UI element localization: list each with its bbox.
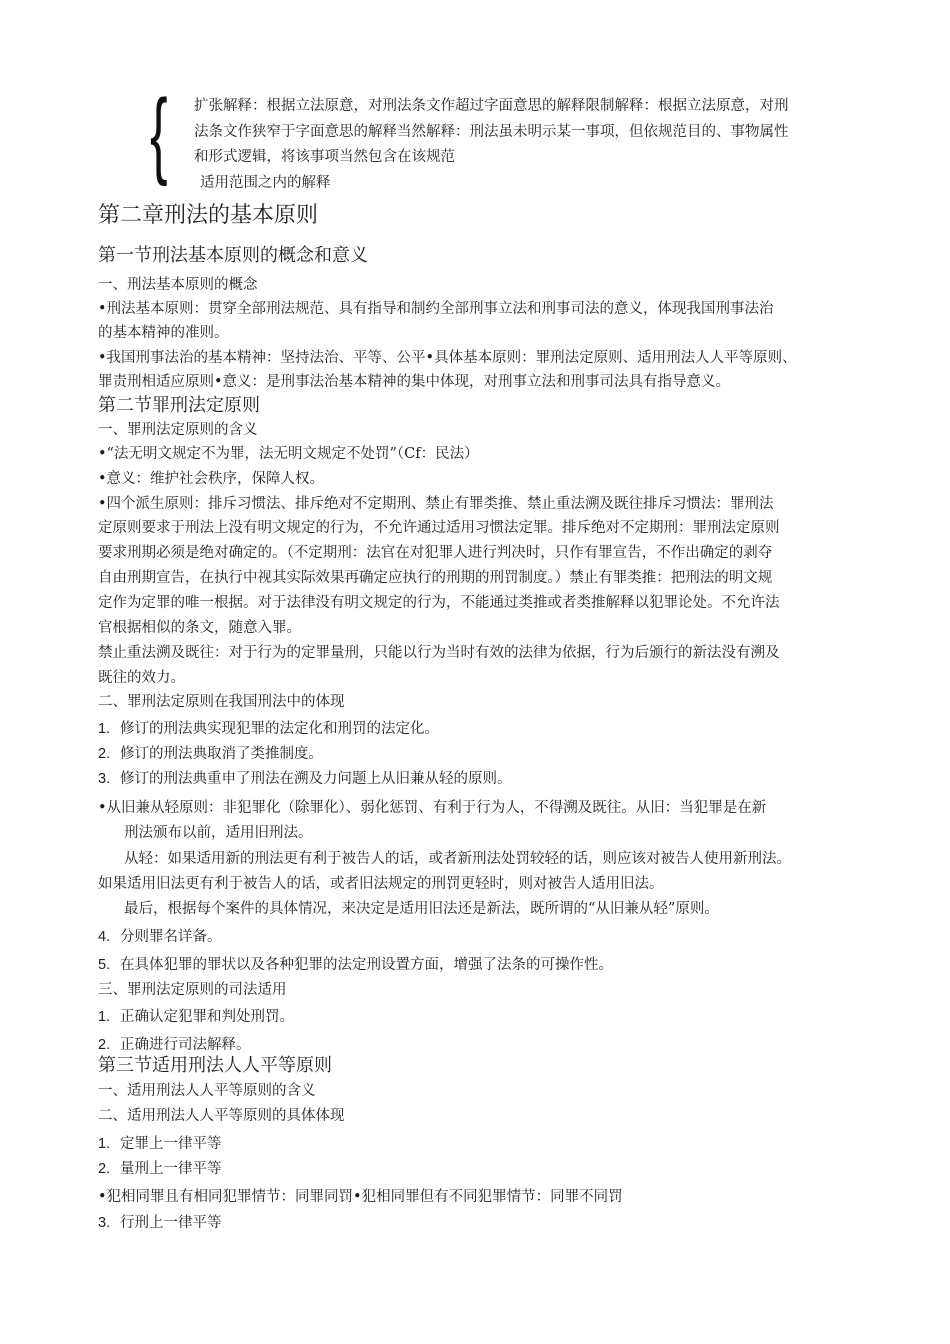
list-number: 2. (98, 1037, 111, 1053)
list-item (98, 744, 323, 764)
section3-sub1: 一、适用刑法人人平等原则的含义 (98, 1083, 316, 1099)
section1-p1-line2: 的基本精神的准则。 (98, 325, 229, 341)
list-number: 4. (98, 929, 111, 945)
curly-brace-icon: { (150, 80, 168, 187)
section2-c2-line2: 如果适用旧法更有利于被告人的话，或者旧法规定的刑罚更轻时，则对被告人适用旧法。 (98, 876, 664, 892)
list-item (98, 955, 613, 975)
interpretation-line-2: 法条文作狭窄于字面意思的解释当然解释：刑法虽未明示某一事项，但依规范目的、事物属性 (194, 124, 789, 140)
section2-bullet3-line4: 自由刑期宣告，在执行中视其实际效果再确定应执行的刑期的刑罚制度。）禁止有罪类推：把刑法的明文规 (98, 570, 773, 586)
list-number: 1. (98, 1136, 111, 1152)
section1-p1-line1: •刑法基本原则：贯穿全部刑法规范、具有指导和制约全部刑事立法和刑事司法的意义，体现我国刑事法治 (98, 301, 774, 317)
list-item (98, 719, 439, 739)
list-text: 在具体犯罪的罪状以及各种犯罪的法定刑设置方面，增强了法条的可操作性。 (120, 957, 613, 973)
list-number: 5. (98, 957, 111, 973)
list-item (98, 927, 222, 947)
section2-p4-line2: 既往的效力。 (98, 670, 185, 686)
list-number: 1. (98, 721, 111, 737)
interpretation-line-3: 和形式逻辑，将该事项当然包含在该规范 (194, 149, 455, 165)
list-number: 2. (98, 746, 111, 762)
section1-p2-line1: •我国刑事法治的基本精神：坚持法治、平等、公平•具体基本原则：罪刑法定原则、适用刑法人人平等原则、 (98, 350, 797, 366)
list-text: 正确进行司法解释。 (120, 1037, 251, 1053)
list-item (98, 1159, 222, 1179)
section2-bullet2: •意义：维护社会秩序，保障人权。 (98, 471, 325, 487)
list-item (98, 769, 512, 789)
list-item (98, 1213, 222, 1233)
list-text: 行刑上一律平等 (120, 1215, 222, 1231)
interpretation-line-1: 扩张解释：根据立法原意，对刑法条文作超过字面意思的解释限制解释：根据立法原意，对刑 (194, 98, 789, 114)
list-text: 正确认定犯罪和判处刑罚。 (120, 1009, 294, 1025)
list-text: 修订的刑法典实现犯罪的法定化和刑罚的法定化。 (120, 721, 439, 737)
section2-sub2: 二、罪刑法定原则在我国刑法中的体现 (98, 694, 345, 710)
section2-bullet3-line6: 官根据相似的条文，随意入罪。 (98, 620, 301, 636)
section2-c2-line1: 从轻：如果适用新的刑法更有利于被告人的话，或者新刑法处罚较轻的话，则应该对被告人使用新刑法。 (124, 851, 791, 867)
list-text: 定罪上一律平等 (120, 1136, 222, 1152)
section1-title: 第一节刑法基本原则的概念和意义 (98, 245, 368, 266)
list-text: 分则罪名详备。 (120, 929, 222, 945)
list-number: 1. (98, 1009, 111, 1025)
list-item (98, 1134, 222, 1154)
section2-p4-line1: 禁止重法溯及既往：对于行为的定罪量刑，只能以行为当时有效的法律为依据，行为后颁行的新法没有溯及 (98, 645, 780, 661)
chapter-title: 第二章刑法的基本原则 (98, 203, 319, 228)
list-text: 量刑上一律平等 (120, 1161, 222, 1177)
list-text: 修订的刑法典取消了类推制度。 (120, 746, 323, 762)
section2-c1-line1: •从旧兼从轻原则：非犯罪化（除罪化）、弱化惩罚、有利于行为人，不得溯及既往。从旧：当犯罪是在新 (98, 800, 767, 816)
section2-sub3: 三、罪刑法定原则的司法适用 (98, 982, 287, 998)
section1-sub1: 一、刑法基本原则的概念 (98, 277, 258, 293)
section2-bullet3-line1: •四个派生原则：排斥习惯法、排斥绝对不定期刑、禁止有罪类推、禁止重法溯及既往排斥习惯法：罪刑法 (98, 496, 774, 512)
list-number: 3. (98, 1215, 111, 1231)
section2-c1-line2: 刑法颁布以前，适用旧刑法。 (124, 825, 313, 841)
section3-title: 第三节适用刑法人人平等原则 (98, 1055, 332, 1076)
list-number: 3. (98, 771, 111, 787)
section3-bullet1: •犯相同罪且有相同犯罪情节：同罪同罚•犯相同罪但有不同犯罪情节：同罪不同罚 (98, 1189, 623, 1205)
section2-title: 第二节罪刑法定原则 (98, 395, 260, 416)
section2-c3: 最后，根据每个案件的具体情况，来决定是适用旧法还是新法，既所谓的“从旧兼从轻”原则。 (124, 901, 719, 917)
interpretation-line-4: 适用范围之内的解释 (200, 175, 331, 191)
section2-bullet3-line5: 定作为定罪的唯一根据。对于法律没有明文规定的行为，不能通过类推或者类推解释以犯罪论处。不允许法 (98, 595, 780, 611)
section2-bullet3-line3: 要求刑期必须是绝对确定的。（不定期刑：法官在对犯罪人进行判决时，只作有罪宣告，不作出确定的剥夺 (98, 545, 773, 561)
section3-sub2: 二、适用刑法人人平等原则的具体体现 (98, 1108, 345, 1124)
section1-p2-line2: 罪责刑相适应原则•意义：是刑事法治基本精神的集中体现，对刑事立法和刑事司法具有指导意义。 (98, 374, 731, 390)
list-number: 2. (98, 1161, 111, 1177)
list-item (98, 1035, 251, 1055)
section2-bullet3-line2: 定原则要求于刑法上没有明文规定的行为，不允许通过适用习惯法定罪。排斥绝对不定期刑：罪刑法定原则 (98, 520, 780, 536)
list-text: 修订的刑法典重申了刑法在溯及力问题上从旧兼从轻的原则。 (120, 771, 512, 787)
section2-bullet1: •“法无明文规定不为罪，法无明文规定不处罚”（Cf：民法） (98, 446, 479, 462)
section2-sub1: 一、罪刑法定原则的含义 (98, 422, 258, 438)
list-item (98, 1007, 294, 1027)
